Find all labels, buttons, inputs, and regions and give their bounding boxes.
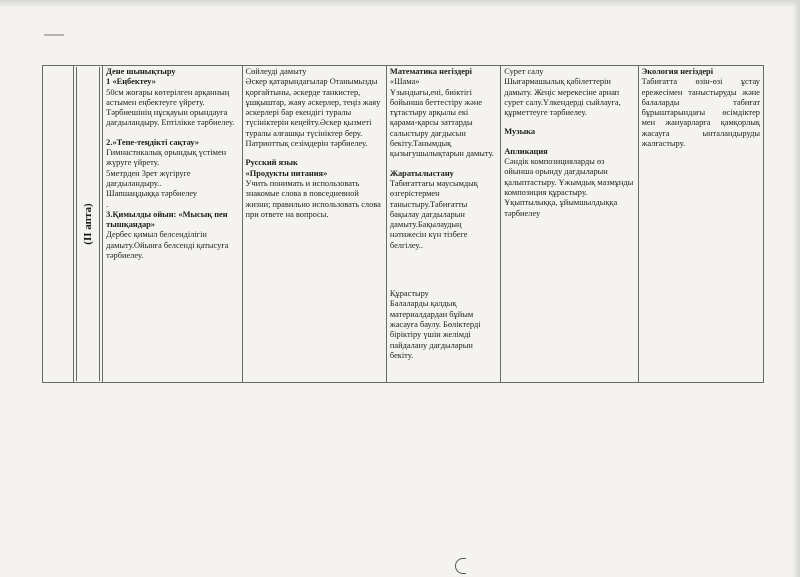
activity-text: Гимнастикалық орындық үстімен жүруге үйрету. bbox=[106, 148, 227, 168]
subject-title: Экология негіздері bbox=[641, 67, 714, 76]
physical-education-cell bbox=[103, 66, 242, 383]
activity-text: Дербес қимыл белсенділігін дамыту.Ойынға белсенді қатысуға тәрбиелеу. bbox=[106, 230, 229, 261]
activity-text: Шығармашылық қабілеттерін дамыту. Жеңіс мерекесіне арнап сурет салу.Үлкендерді сыйлауға, құрметтеуге тәрбиелеу. bbox=[504, 77, 621, 118]
activity-text: 5метрден 3рет жүгіруге дағдыландыру.. bbox=[106, 168, 191, 188]
scan-shadow-right bbox=[792, 0, 800, 577]
subject-title: Русский язык bbox=[245, 158, 298, 168]
subject-title: Жаратылыстану bbox=[389, 168, 454, 178]
subject-title: Музыка bbox=[504, 127, 536, 137]
dot-text: . bbox=[106, 199, 109, 209]
week-cell bbox=[74, 66, 103, 383]
weekly-plan-table bbox=[42, 65, 764, 383]
page-edge-mark bbox=[455, 558, 466, 574]
table-row bbox=[43, 66, 764, 383]
subject-title: Дене шынықтыру bbox=[106, 67, 176, 76]
activity-text: Әскер қатарындағылар Отанымызды қорғайтыны, әскерде танкистер, ұшқыштар, жаяу әскерлер, теңіз жаяу әскерлері бар екендігі туралы түсініктерін кеңейту.Әскер қызметі туралы алғашқы түсініктер беру. Патриоттық сезімдерін тәрбиелеу. bbox=[245, 77, 381, 149]
math-basics-cell bbox=[386, 66, 500, 383]
activity-text: Шапшаңдыққа тәрбиелеу bbox=[106, 189, 198, 199]
subject-title: Апликация bbox=[504, 146, 548, 156]
activity-text: Учить понимать и использовать знакомые слова в повседневной жизни; правильно использовать слова при ответе на вопросы. bbox=[245, 178, 381, 219]
subject-title: Сурет салу bbox=[504, 67, 544, 76]
activity-text: 50см жоғары көтерілген арқанның астымен еңбектеуге үйрету. Тәрбиешінің нұсқауын орындауға дағдыландыру. Ептілікке тәрбиелеу. bbox=[106, 87, 235, 128]
subject-title: Құрастыру bbox=[389, 289, 429, 299]
week-label: (II апта) bbox=[81, 203, 94, 245]
ecology-cell bbox=[638, 66, 763, 383]
subject-title: Математика негіздері bbox=[389, 67, 472, 76]
activity-title: 2.»Тепе-теңдікті сақтау» bbox=[106, 137, 199, 147]
blank-cell bbox=[43, 66, 74, 383]
activity-title: «Продукты питания» bbox=[245, 168, 328, 178]
activity-text: Табиғаттағы маусымдық өзгерістермен таныстыру.Табиғатты бақылау дағдыларын дамыту.Бақылаудың нәтижесін күн тізбеге белгілеу.. bbox=[389, 178, 478, 250]
activity-text: Табиғатта өзін-өзі ұстау ережесімен таныстыруды және балаларды табиғат бұрыштарындағы өсімдіктер мен жануарларға қамқорлық жасауға ынталандыруды жалғастыру. bbox=[641, 77, 760, 149]
scan-shadow-top bbox=[0, 0, 800, 8]
scan-mark bbox=[44, 34, 64, 36]
game-title: 3.Қимылды ойын: «Мысық пен тышқандар» bbox=[106, 209, 228, 230]
activity-text: Сәндік композицияларды өз ойынша орынду дағдыларын қалыптастыру. Ұжымдық мазмұнды композиция құрастыру. Ұқыптылыққа, ұйымшылдыққа тәрбиелеу bbox=[504, 157, 634, 218]
speech-development-cell bbox=[242, 66, 386, 383]
activity-text: Ұзындығы,ені, биіктігі бойынша беттестіру және тұтастыру арқылы екі қарама-қарсы заттарды салыстыру дағдысын бекіту.Танымдық қызығушылықтарын дамыту. bbox=[389, 87, 494, 159]
activity-title: 1 «Еңбектеу» bbox=[106, 77, 156, 87]
activity-title: «Шама» bbox=[389, 77, 420, 87]
subject-title: Сөйлеуді дамыту bbox=[245, 67, 307, 76]
drawing-cell bbox=[501, 66, 638, 383]
activity-text: Балаларды қалдық материалдардан бұйым жасауға баулу. Бөліктерді біріктіру үшін желімді пайдалану дағдыларын бекіту. bbox=[389, 299, 481, 360]
